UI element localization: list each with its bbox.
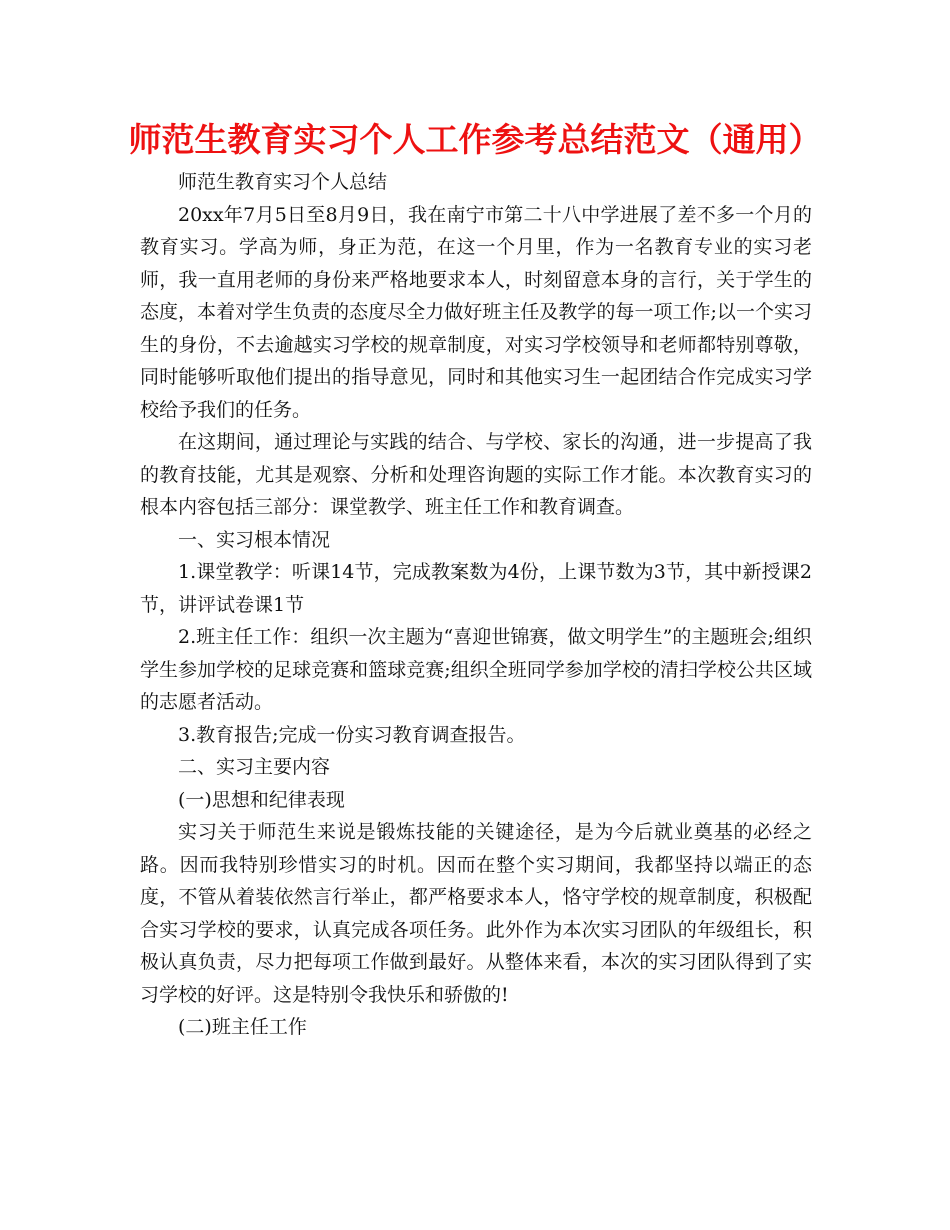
subsection-heading: (一)思想和纪律表现 xyxy=(178,788,345,811)
paragraph: 实习关于师范生来说是锻炼技能的关键途径，是为今后就业奠基的必经之路。因而我特别珍惜实习的时机。因而在整个实习期间，我都坚持以端正的态度，不管从着装依然言行举止，都严格要求本人，恪守学校的规章制度，积极配合实习学校的要求，认真完成各项任务。此外作为本次实习团队的年级组长，积极认真负责，尽力把每项工作做到最好。从整体来看，本次的实习团队得到了实习学校的好评。这是特别令我快乐和骄傲的! xyxy=(140,821,812,1006)
document-title: 师范生教育实习个人工作参考总结范文（通用） xyxy=(128,120,822,159)
paragraph: 20xx年7月5日至8月9日，我在南宁市第二十八中学进展了差不多一个月的教育实习。学高为师，身正为范，在这一个月里，作为一名教育专业的实习老师，我一直用老师的身份来严格地要求本人，时刻留意本身的言行，关于学生的态度，本着对学生负责的态度尽全力做好班主任及教学的每一项工作;以一个实习生的身份，不去逾越实习学校的规章制度，对实习学校领导和老师都特别尊敬，同时能够听取他们提出的指导意见，同时和其他实习生一起团结合作完成实习学校给予我们的任务。 xyxy=(140,203,812,421)
paragraph-subtitle: 师范生教育实习个人总结 xyxy=(178,171,388,193)
list-item: 1.课堂教学：听课14节，完成教案数为4份，上课节数为3节，其中新授课2节，讲评试卷课1节 xyxy=(140,561,812,616)
list-item: 3.教育报告;完成一份实习教育调查报告。 xyxy=(178,723,526,746)
list-item: 2.班主任工作：组织一次主题为“喜迎世锦赛，做文明学生”的主题班会;组织学生参加学校的足球竞赛和篮球竞赛;组织全班同学参加学校的清扫学校公共区域的志愿者活动。 xyxy=(140,626,812,713)
section-heading: 二、实习主要内容 xyxy=(178,756,331,778)
document-body xyxy=(140,166,812,1044)
paragraph: 在这期间，通过理论与实践的结合、与学校、家长的沟通，进一步提高了我的教育技能，尤其是观察、分析和处理咨询题的实际工作才能。本次教育实习的根本内容包括三部分：课堂教学、班主任工作和教育调查。 xyxy=(140,431,812,518)
section-heading: 一、实习根本情况 xyxy=(178,528,331,551)
subsection-heading: (二)班主任工作 xyxy=(178,1016,307,1038)
